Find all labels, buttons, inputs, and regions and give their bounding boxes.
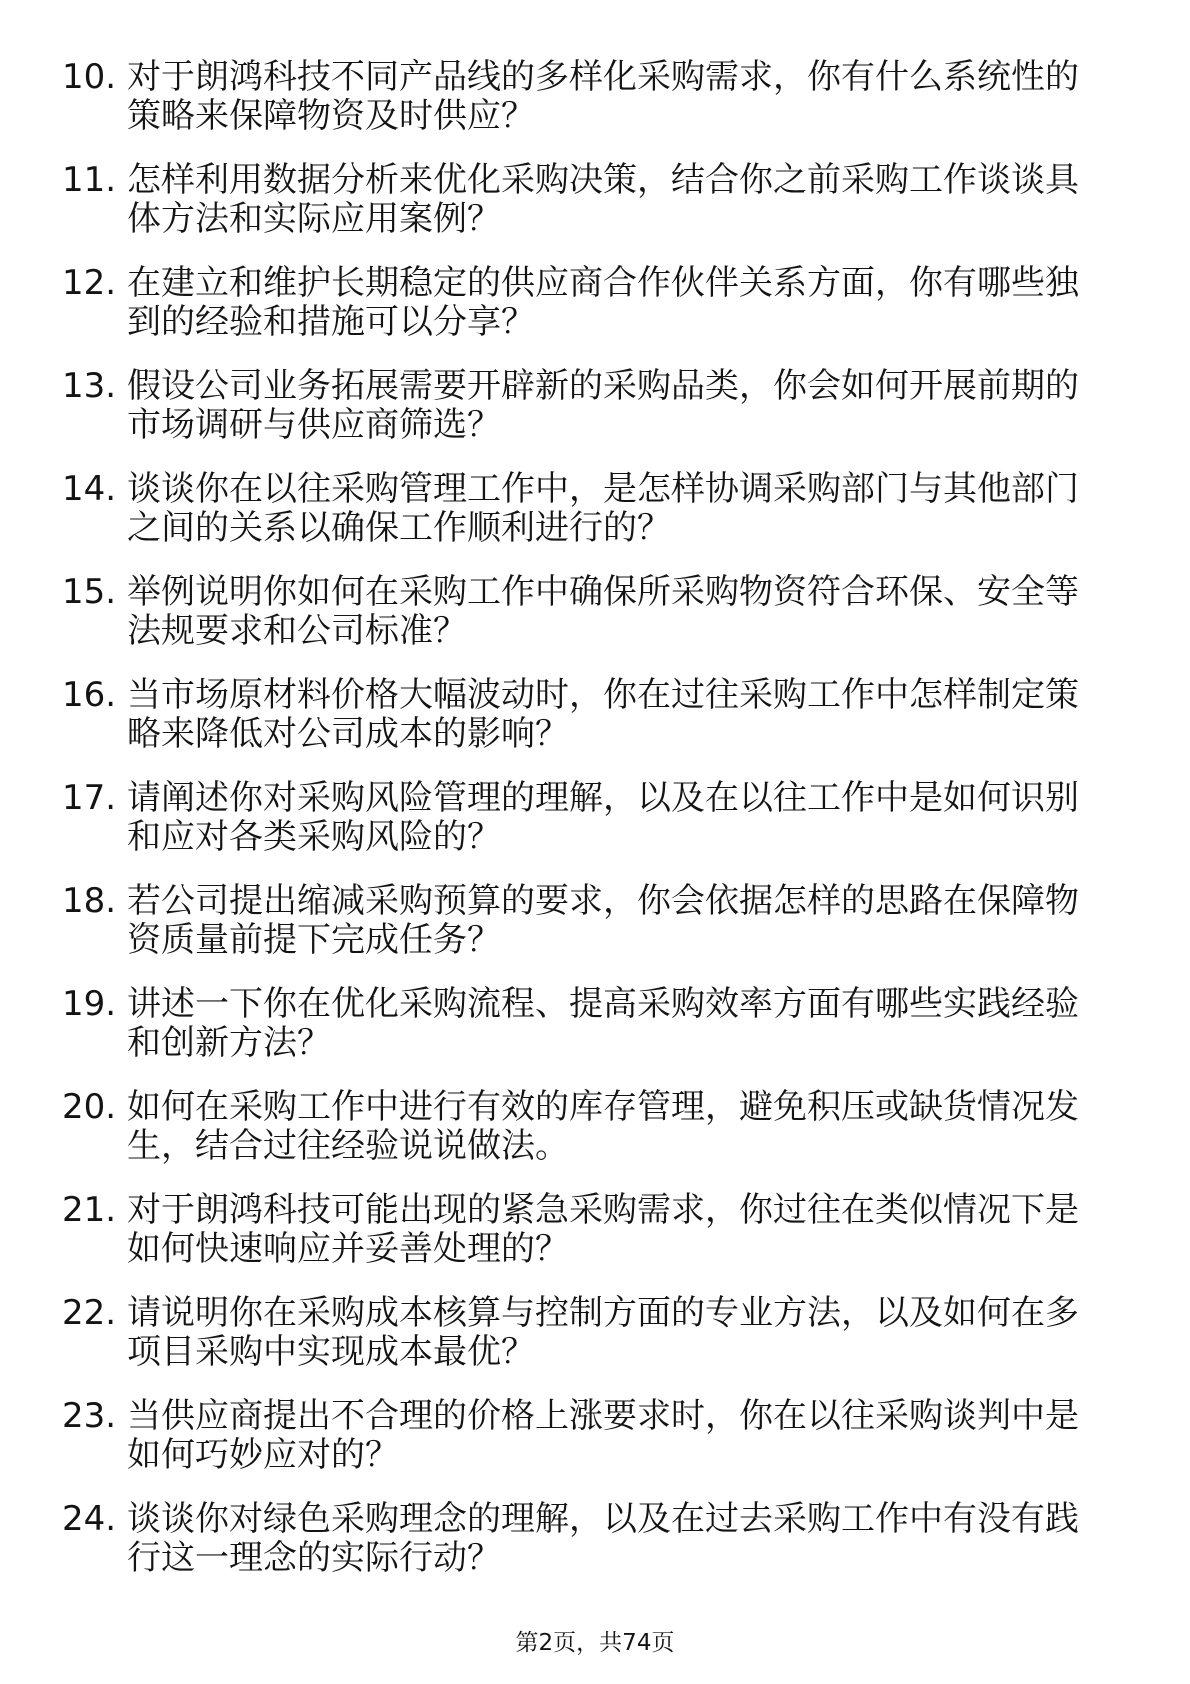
question-number: 21. xyxy=(62,1190,117,1230)
question-item xyxy=(0,1088,1190,1166)
question-list xyxy=(0,58,1190,1603)
question-text xyxy=(127,1294,1167,1372)
question-item xyxy=(0,58,1190,136)
question-number: 24. xyxy=(62,1499,117,1539)
question-item xyxy=(0,1397,1190,1475)
question-number: 23. xyxy=(62,1396,117,1436)
question-text-line: 体方法和实际应用案例？ xyxy=(127,200,501,239)
question-item xyxy=(0,1191,1190,1269)
question-text-line: 在建立和维护长期稳定的供应商合作伙伴关系方面，你有哪些独 xyxy=(127,264,1079,303)
question-text xyxy=(127,573,1167,651)
question-text-line: 策略来保障物资及时供应？ xyxy=(127,97,535,136)
question-text-line: 谈谈你对绿色采购理念的理解，以及在过去采购工作中有没有践 xyxy=(127,1500,1079,1539)
question-text xyxy=(127,161,1167,239)
question-item xyxy=(0,573,1190,651)
question-text-line: 项目采购中实现成本最优？ xyxy=(127,1333,535,1372)
question-text-line: 对于朗鸿科技不同产品线的多样化采购需求，你有什么系统性的 xyxy=(127,58,1079,97)
question-number: 11. xyxy=(62,160,117,200)
question-number: 16. xyxy=(62,675,117,715)
question-text-line: 若公司提出缩减采购预算的要求，你会依据怎样的思路在保障物 xyxy=(127,882,1079,921)
question-number: 14. xyxy=(62,469,117,509)
question-text-line: 怎样利用数据分析来优化采购决策，结合你之前采购工作谈谈具 xyxy=(127,161,1079,200)
question-text-line: 行这一理念的实际行动？ xyxy=(127,1539,501,1578)
question-item xyxy=(0,1294,1190,1372)
question-text xyxy=(127,1500,1167,1578)
question-number: 20. xyxy=(62,1087,117,1127)
question-text-line: 对于朗鸿科技可能出现的紧急采购需求，你过往在类似情况下是 xyxy=(127,1191,1079,1230)
question-item xyxy=(0,779,1190,857)
question-text xyxy=(127,676,1167,754)
question-text-line: 资质量前提下完成任务？ xyxy=(127,921,501,960)
question-text-line: 生，结合过往经验说说做法。 xyxy=(127,1127,569,1166)
question-text-line: 当供应商提出不合理的价格上涨要求时，你在以往采购谈判中是 xyxy=(127,1397,1079,1436)
question-text-line: 假设公司业务拓展需要开辟新的采购品类，你会如何开展前期的 xyxy=(127,367,1079,406)
question-text xyxy=(127,367,1167,445)
question-item xyxy=(0,882,1190,960)
question-text-line: 举例说明你如何在采购工作中确保所采购物资符合环保、安全等 xyxy=(127,573,1079,612)
question-text xyxy=(127,779,1167,857)
question-item xyxy=(0,470,1190,548)
question-number: 15. xyxy=(62,572,117,612)
question-item xyxy=(0,985,1190,1063)
question-item xyxy=(0,161,1190,239)
question-text-line: 讲述一下你在优化采购流程、提高采购效率方面有哪些实践经验 xyxy=(127,985,1079,1024)
question-text xyxy=(127,1191,1167,1269)
question-text xyxy=(127,470,1167,548)
question-text-line: 法规要求和公司标准？ xyxy=(127,612,467,651)
question-text xyxy=(127,58,1167,136)
question-text xyxy=(127,985,1167,1063)
question-item xyxy=(0,1500,1190,1578)
question-text-line: 如何巧妙应对的？ xyxy=(127,1436,399,1475)
question-text-line: 和应对各类采购风险的？ xyxy=(127,818,501,857)
question-number: 18. xyxy=(62,881,117,921)
question-text-line: 谈谈你在以往采购管理工作中，是怎样协调采购部门与其他部门 xyxy=(127,470,1079,509)
question-number: 17. xyxy=(62,778,117,818)
page-number: 第2页，共74页 xyxy=(515,1630,675,1656)
question-text xyxy=(127,264,1167,342)
question-text-line: 当市场原材料价格大幅波动时，你在过往采购工作中怎样制定策 xyxy=(127,676,1079,715)
question-item xyxy=(0,367,1190,445)
question-number: 19. xyxy=(62,984,117,1024)
question-text xyxy=(127,882,1167,960)
question-text xyxy=(127,1397,1167,1475)
question-text-line: 如何快速响应并妥善处理的？ xyxy=(127,1230,569,1269)
question-item xyxy=(0,264,1190,342)
question-number: 22. xyxy=(62,1293,117,1333)
question-text-line: 略来降低对公司成本的影响？ xyxy=(127,715,569,754)
question-number: 12. xyxy=(62,263,117,303)
question-text-line: 到的经验和措施可以分享？ xyxy=(127,303,535,342)
question-text-line: 请说明你在采购成本核算与控制方面的专业方法，以及如何在多 xyxy=(127,1294,1079,1333)
question-text-line: 市场调研与供应商筛选？ xyxy=(127,406,501,445)
question-number: 10. xyxy=(62,57,117,97)
question-text xyxy=(127,1088,1167,1166)
question-text-line: 请阐述你对采购风险管理的理解，以及在以往工作中是如何识别 xyxy=(127,779,1079,818)
question-number: 13. xyxy=(62,366,117,406)
question-text-line: 和创新方法？ xyxy=(127,1024,331,1063)
question-text-line: 如何在采购工作中进行有效的库存管理，避免积压或缺货情况发 xyxy=(127,1088,1079,1127)
question-text-line: 之间的关系以确保工作顺利进行的？ xyxy=(127,509,671,548)
question-item xyxy=(0,676,1190,754)
